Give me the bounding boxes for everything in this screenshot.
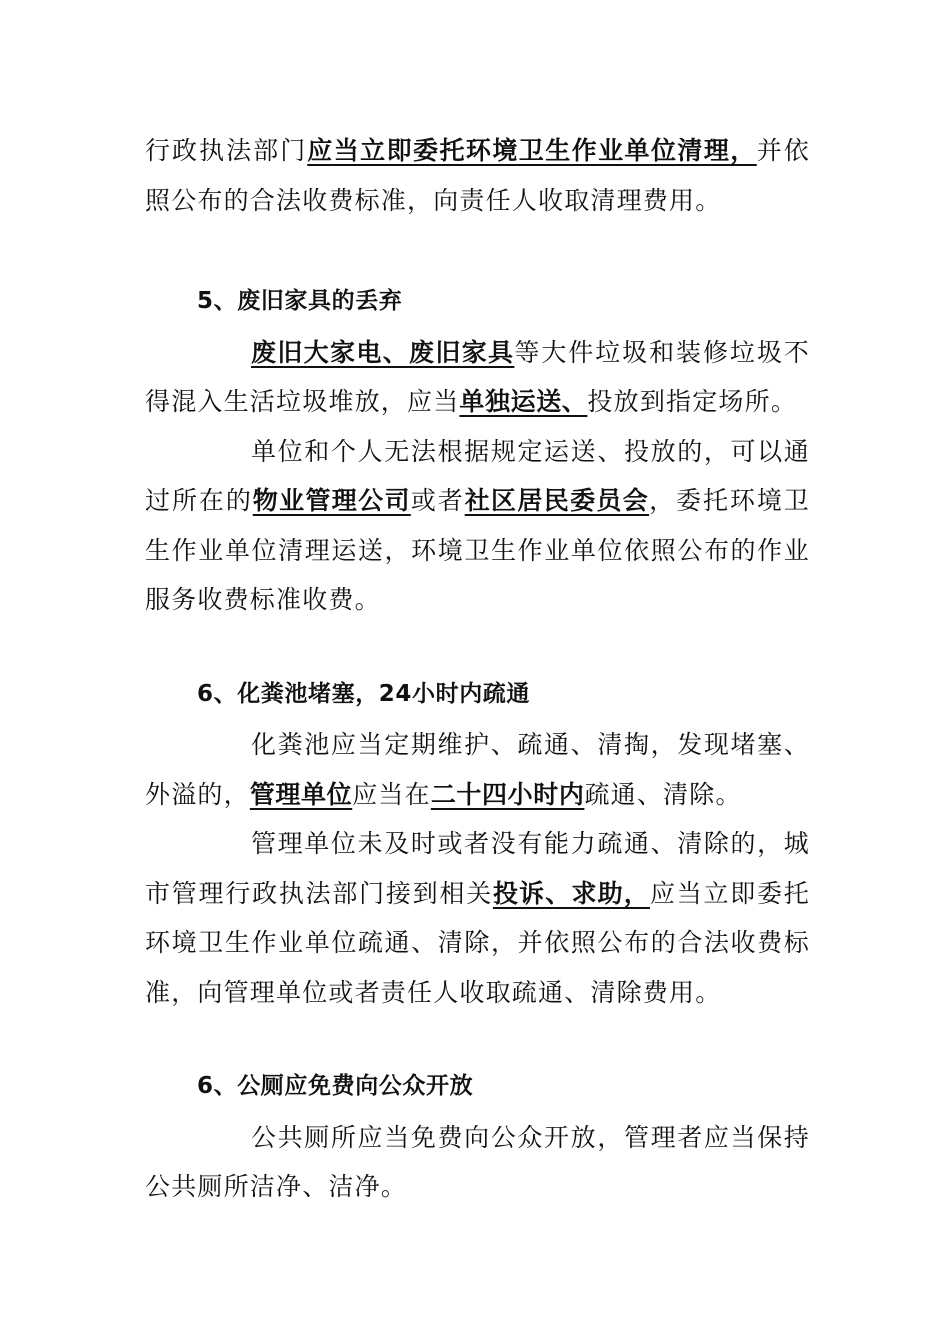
- s5p2-text-c: 或者: [410, 486, 465, 515]
- intro-emphasis: 应当立即委托环境卫生作业单位清理，: [307, 136, 757, 165]
- section-6a-paragraph-2: [145, 819, 810, 1017]
- section-5-paragraph-1: [145, 328, 810, 427]
- s6ap2-text-c: 应当立即委托环境卫生作业单位疏通、清除，并依照公布的合法收费标准，向管理单位或者责任人收取疏通、清除费用。: [145, 878, 810, 1007]
- s5p1-text-d: 投放到指定场所。: [587, 387, 798, 416]
- s5p1-emphasis-appliances: 废旧大家电、废旧家具: [251, 337, 515, 367]
- s6ap2-emphasis-complaint: 投诉、求助，: [492, 878, 650, 908]
- document-page: [145, 126, 810, 1212]
- intro-text-a: 行政执法部门: [145, 136, 308, 165]
- section-6a-heading: 6、化粪池堵塞，24小时内疏通: [197, 680, 531, 707]
- s5p1-text-b: 等大件垃圾和装修垃圾不得混入生活垃圾堆放，应当: [145, 337, 810, 416]
- intro-text-c: 并依照公布的合法收费标准，向责任人收取清理费用。: [145, 136, 811, 215]
- s6ap2-text-a: 管理单位未及时或者没有能力疏通、清除的，城市管理行政执法部门接到相关: [145, 829, 810, 908]
- s6ap1-emphasis-unit: 管理单位: [249, 779, 353, 809]
- s5p2-emphasis-committee: 社区居民委员会: [464, 486, 650, 515]
- s6ap1-text-c: 应当在: [352, 779, 431, 809]
- s6ap1-text-e: 疏通、清除。: [584, 779, 742, 809]
- s6ap1-text-a: 化粪池应当定期维护、疏通、清掏，发现堵塞、外溢的，: [145, 730, 810, 809]
- section-6a-paragraph-1: [145, 720, 810, 819]
- section-5-heading: 5、废旧家具的丢弃: [197, 288, 403, 314]
- s5p1-emphasis-separate: 单独运送、: [459, 387, 588, 416]
- section-6b-heading: 6、公厕应免费向公众开放: [197, 1073, 474, 1099]
- s5p2-text-a: 单位和个人无法根据规定运送、投放的，可以通过所在的: [145, 436, 810, 515]
- paragraph-intro: [145, 126, 810, 225]
- section-5-paragraph-2: [145, 427, 810, 625]
- s5p2-emphasis-property: 物业管理公司: [252, 486, 411, 515]
- s5p2-text-e: ，委托环境卫生作业单位清理运送，环境卫生作业单位依照公布的作业服务收费标准收费。: [145, 486, 810, 614]
- s6ap1-emphasis-24h: 二十四小时内: [430, 779, 585, 809]
- section-6b-paragraph-1: 公共厕所应当免费向公众开放，管理者应当保持公共厕所洁净、洁净。: [145, 1122, 810, 1201]
